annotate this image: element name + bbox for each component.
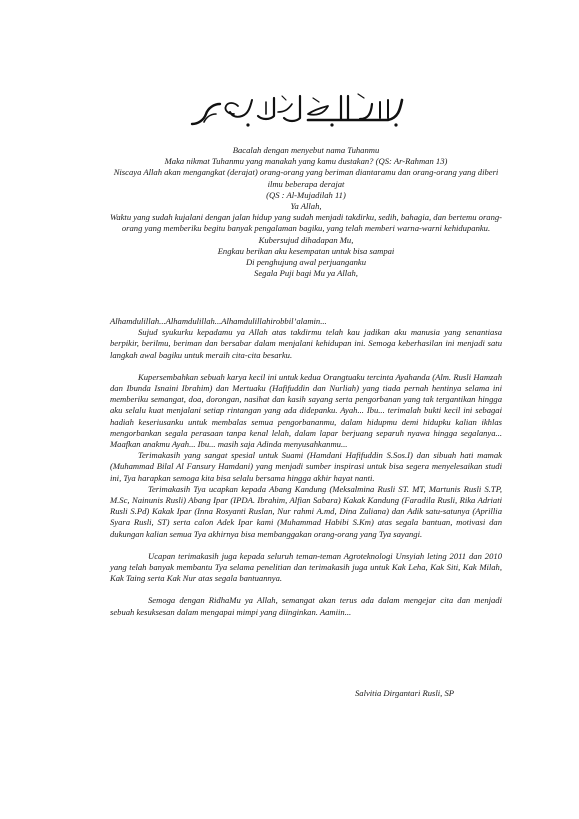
paragraph-closing: Semoga dengan RidhaMu ya Allah, semangat akan terus ada dalam mengejar cita dan menjadi sebuah kesuksesan dalam mengapai mimpi yang diinginkan. Aamiin... [110, 595, 502, 617]
basmala-calligraphy [188, 92, 408, 130]
paragraph-siblings: Terimakasih Tya ucapkan kepada Abang Kandung (Meksalmina Rusli ST. MT, Martunis Rusli S.TP, M.Sc, Nainunis Rusli) Abang Ipar (IPDA. Ibrahim, Alfian Sabara) Kakak Kandung (Faradila Rusli, Rika Adriati Rusli S.Pd) Kakak Ipar (Inna Rosyanti Ruslan, Nur rahmi A.md, Dina Zuliana) dan Adik satu-satunya (Aprillia Syara Rusli, ST) serta calon Adek Ipar kami (Muhammad Habibi S.Km) atas segala bantuan, motivasi dan dukungan kalian semua Tya akhirnya bisa membanggakan orang-orang yang Tya sayangi. [110, 483, 502, 539]
opening-line-3: Niscaya Allah akan mengangkat (derajat) orang-orang yang beriman diantaramu dan orang-orang yang diberi ilmu beberapa derajat [113, 167, 499, 189]
dedication-body [110, 316, 502, 618]
paragraph-gratitude: Sujud syukurku kepadamu ya Allah atas takdirmu telah kau jadikan aku manusia yang senantiasa berpikir, berilmu, beriman dan bersabar dalam menjalani kehidupan ini. Semoga keberhasilan ini menjadi satu langkah awal bagiku untuk meraih cita-cita besarku. [110, 327, 502, 360]
opening-line-7: Engkau berikan aku kesempatan untuk bisa sampai [217, 245, 395, 256]
opening-verses [108, 145, 504, 279]
signature-name: Salvitia Dirgantari Rusli, SP [355, 688, 454, 698]
paragraph-friends: Ucapan terimakasih juga kepada seluruh teman-teman Agroteknologi Unsyiah leting 2011 dan 2010 yang telah banyak membantu Tya selama penelitian dan terimakasih juga untuk Kak Leha, Kak Siti, Kak Milah, Kak Taing serta Kak Nur atas segala bantuannya. [110, 550, 502, 584]
opening-line-2: Maka nikmat Tuhanmu yang manakah yang kamu dustakan? (QS: Ar-Rahman 13) [164, 156, 448, 167]
alhamdulillah-line: Alhamdulillah...Alhamdulillah...Alhamdulillahirobbil’alamin... [110, 316, 327, 326]
opening-line-1: Bacalah dengan menyebut nama Tuhanmu [232, 145, 380, 155]
opening-line-5: Ya Allah, [290, 201, 322, 212]
opening-line-6: Waktu yang sudah kujalani dengan jalan hidup yang sudah menjadi takdirku, sedih, bahagia, dan bertemu orang-orang yang memberiku begitu banyak pengalaman bagiku, yang telah memberi warna-warni kehidupanku. Kubersujud dihadapan Mu, [109, 212, 503, 245]
paragraph-husband: Terimakasih yang sangat spesial untuk Suami (Hamdani Hafifuddin S.Sos.I) dan sibuah hati mamak (Muhammad Bilal Al Fansury Hamdani) yang menjadi sumber inspirasi untuk bisa segera menyelesaikan studi ini, Tya harapkan semoga kita bisa selalu bersama hingga akhir hayat nanti. [110, 450, 502, 483]
opening-line-9: Segala Puji bagi Mu ya Allah, [254, 268, 358, 279]
opening-line-8: Di penghujung awal perjuanganku [245, 257, 367, 268]
paragraph-parents: Kupersembahkan sebuah karya kecil ini untuk kedua Orangtuaku tercinta Ayahanda (Alm. Rusli Hamzah dan Ibunda Isnaini Ibrahim) dan Mertuaku (Hafifuddin dan Nurliah) yang tiada pernah hentinya selama ini memberiku semangat, doa, dorongan, nasihat dan kasih sayang serta pengorbanan yang tak tergantikan hingga aku selalu kuat menjalani setiap rintangan yang ada didepanku. Ayah... Ibu... terimalah bukti kecil ini sebagai hadiah keseriusanku untuk membalas semua pengorbananmu, dalam hidupmu demi hidupku kalian ikhlas mengorbankan segala perasaan tanpa kenal lelah, dalam lapar berjuang separuh nyawa hingga segalanya... Maafkan anakmu Ayah... Ibu... masih saja Adinda menyusahkanmu... [110, 371, 502, 450]
opening-line-4: (QS : Al-Mujadilah 11) [266, 189, 346, 200]
basmala-calligraphy-image [188, 92, 408, 130]
